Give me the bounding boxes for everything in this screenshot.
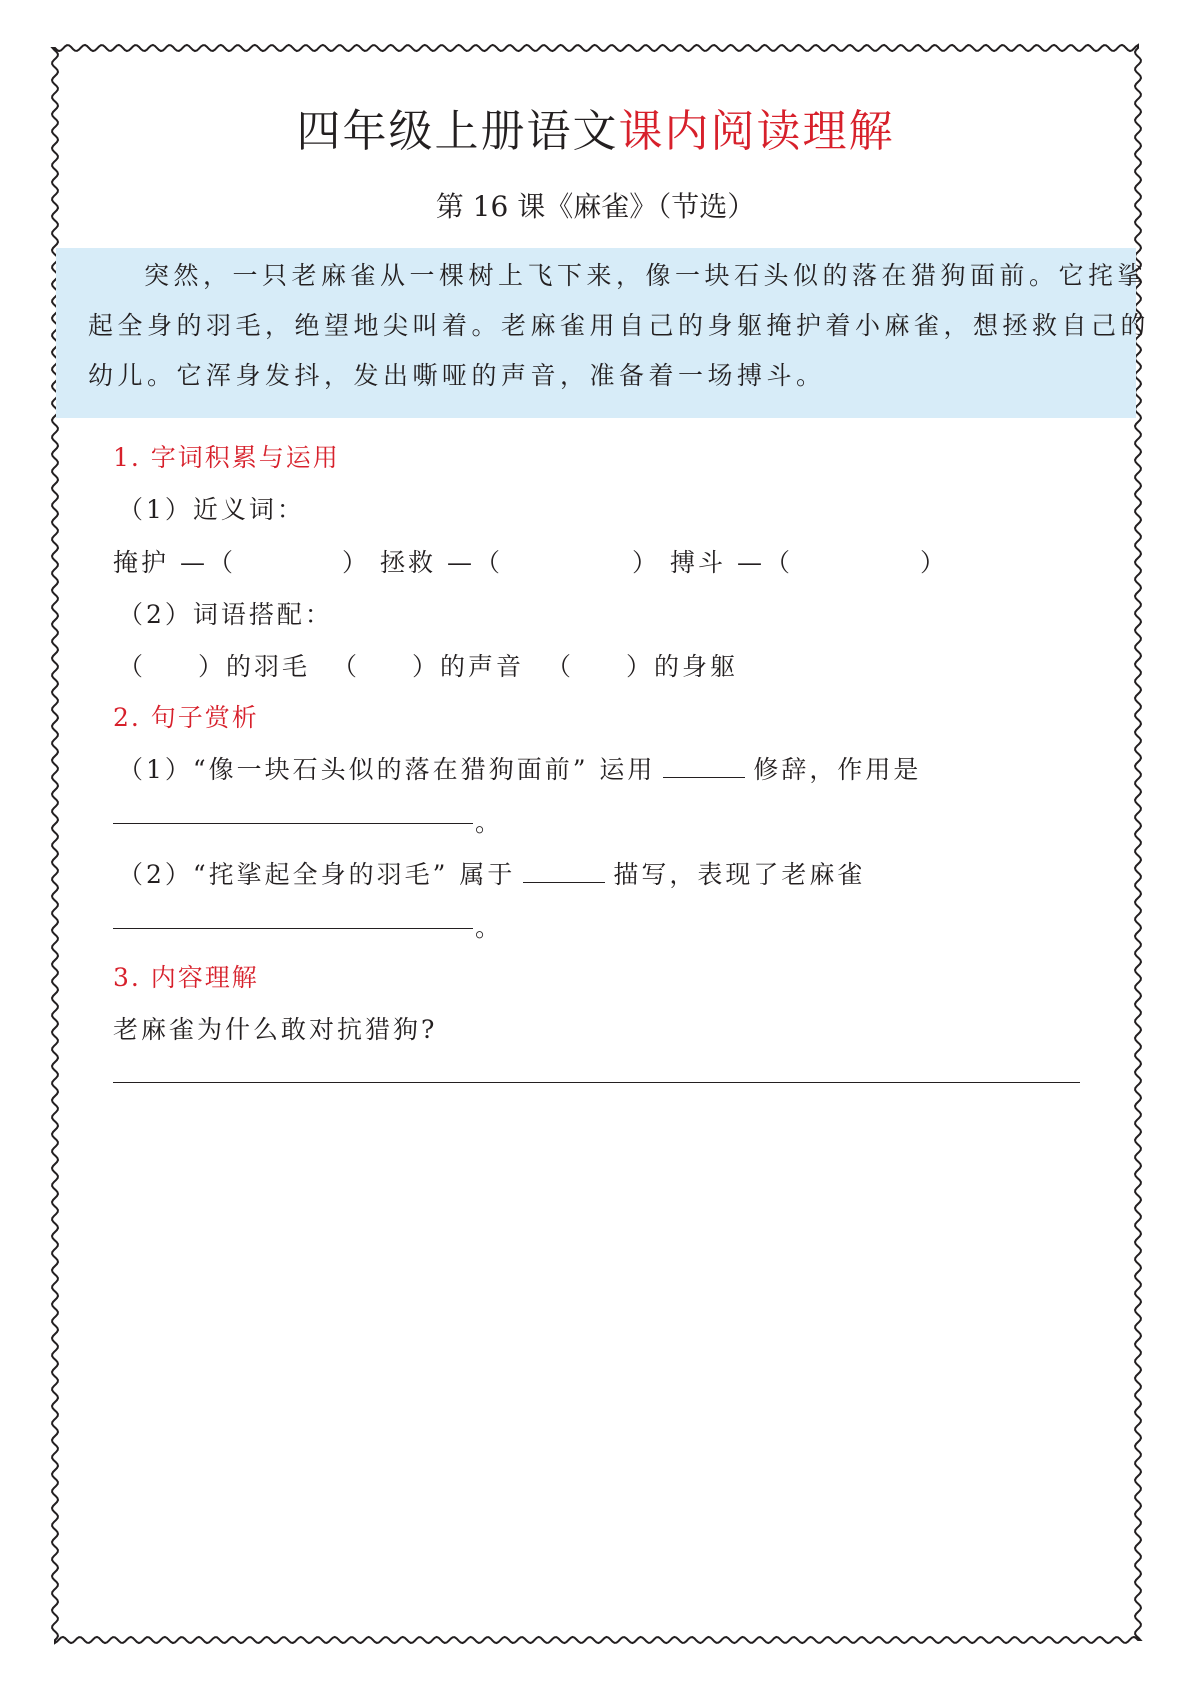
answer-blank[interactable] xyxy=(523,862,605,883)
answer-line[interactable] xyxy=(113,823,473,824)
section-2-heading: 2. 句子赏析 xyxy=(113,703,259,732)
synonym-label: （1）近义词： xyxy=(118,495,305,524)
content-question: 老麻雀为什么敢对抗猎狗? xyxy=(113,1015,438,1044)
section-3-heading: 3. 内容理解 xyxy=(113,963,259,992)
collocation-label: （2）词语搭配： xyxy=(118,600,333,629)
collocation-item-2-open: （ xyxy=(332,652,361,681)
passage-box xyxy=(56,248,1151,418)
collocation-item-3-open: （ xyxy=(546,652,575,681)
page-title xyxy=(0,95,1191,159)
collocation-item-1-open: （ xyxy=(118,652,147,681)
collocation-item-1-close: ）的羽毛 xyxy=(198,652,311,681)
title-red: 课内阅读理解 xyxy=(618,106,895,157)
collocation-item-3-close: ）的身躯 xyxy=(626,652,739,681)
passage-line: 起全身的羽毛，绝望地尖叫着。老麻雀用自己的身躯掩护着小麻雀，想拯救自己的 xyxy=(88,311,1151,340)
synonym-item-2-close: ） xyxy=(632,548,661,577)
synonym-item-2-word: 拯救 —（ xyxy=(380,548,503,577)
answer-blank[interactable] xyxy=(663,757,745,778)
synonym-item-3-close: ） xyxy=(920,548,949,577)
sentence-q1 xyxy=(118,750,921,786)
sentence-q1-suffix: 修辞，作用是 xyxy=(753,755,922,784)
sentence-q2-end: 。 xyxy=(475,913,504,942)
sentence-q2-prompt: （2）“挓挲起全身的羽毛” 属于 xyxy=(118,860,516,889)
sentence-q2-suffix: 描写，表现了老麻雀 xyxy=(613,860,866,889)
sentence-q1-end: 。 xyxy=(475,808,504,837)
passage-line: 幼儿。它浑身发抖，发出嘶哑的声音，准备着一场搏斗。 xyxy=(88,361,826,390)
answer-line[interactable] xyxy=(113,1082,1080,1083)
passage-line: 突然，一只老麻雀从一棵树上飞下来，像一块石头似的落在猎狗面前。它挓挲 xyxy=(144,261,1148,290)
collocation-item-2-close: ）的声音 xyxy=(412,652,525,681)
synonym-item-1-close: ） xyxy=(342,548,371,577)
sentence-q2 xyxy=(118,855,865,891)
synonym-item-1-word: 掩护 —（ xyxy=(113,548,236,577)
title-black: 四年级上册语文 xyxy=(296,106,619,157)
synonym-item-3-word: 搏斗 —（ xyxy=(670,548,793,577)
section-1-heading: 1. 字词积累与运用 xyxy=(113,443,340,472)
sentence-q1-prompt: （1）“像一块石头似的落在猎狗面前” 运用 xyxy=(118,755,656,784)
answer-line[interactable] xyxy=(113,928,473,929)
lesson-subtitle: 第 16 课《麻雀》（节选） xyxy=(435,190,756,223)
